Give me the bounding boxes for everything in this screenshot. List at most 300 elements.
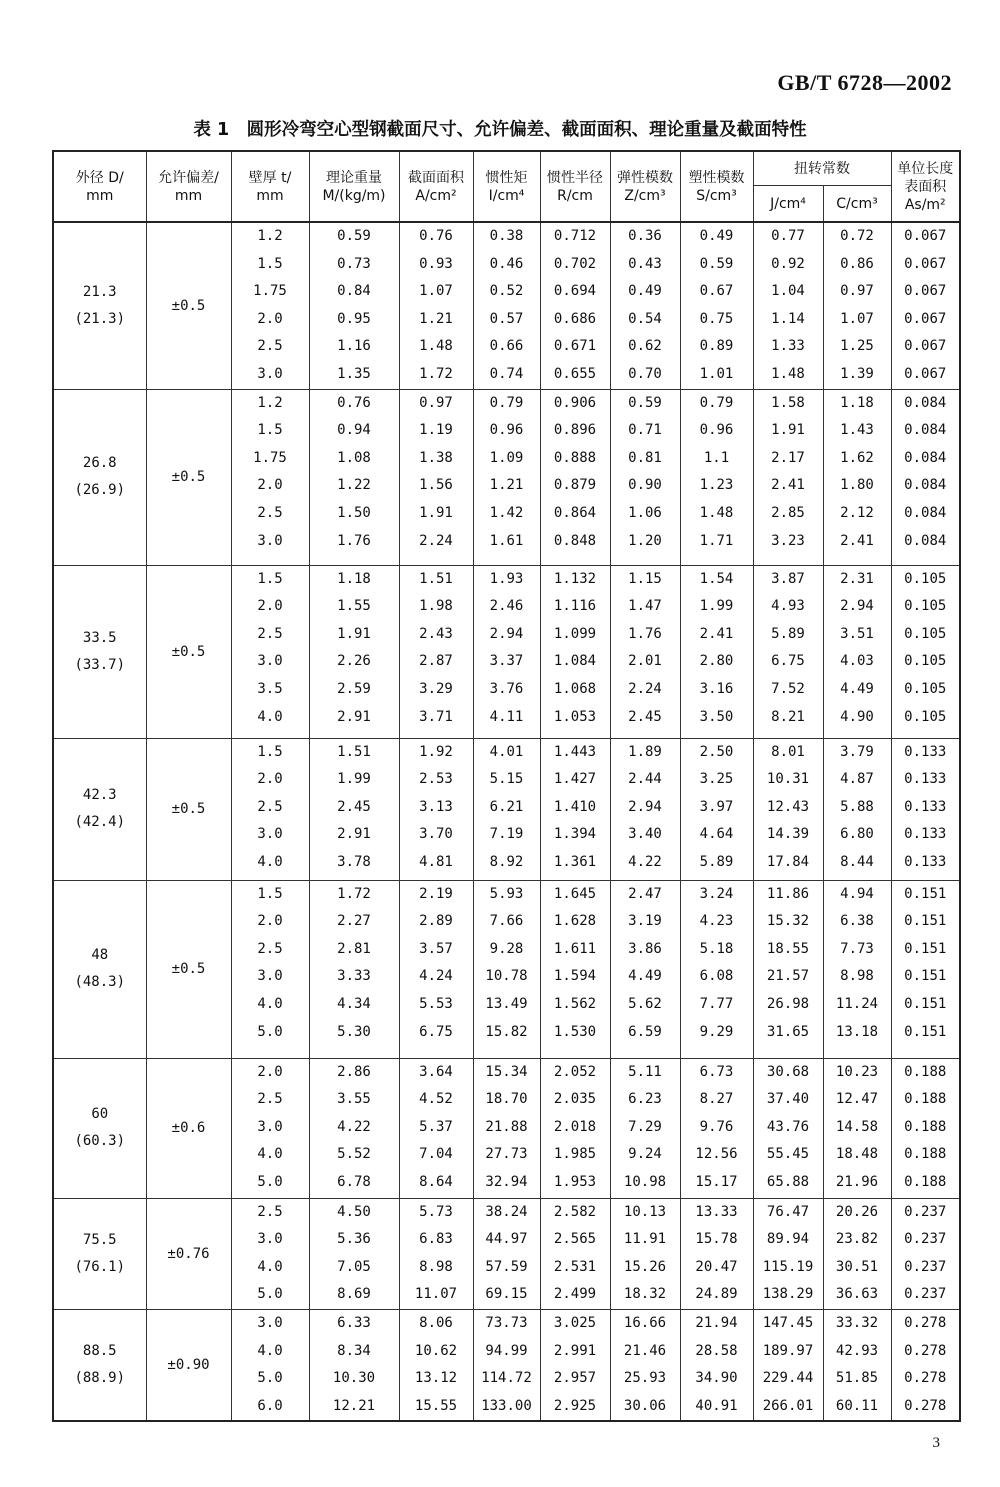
value-cell: 0.49 bbox=[628, 283, 662, 300]
value-column-s bbox=[680, 222, 753, 389]
value-cell: 44.97 bbox=[485, 1231, 528, 1248]
value-cell: 4.34 bbox=[337, 995, 371, 1012]
value-cell: 1.48 bbox=[771, 365, 805, 382]
value-cell: 3.0 bbox=[257, 1231, 283, 1248]
value-cell: 0.151 bbox=[904, 940, 947, 957]
value-cell: 1.18 bbox=[337, 570, 371, 587]
value-cell: 3.0 bbox=[257, 532, 283, 549]
value-column-z bbox=[610, 1198, 680, 1309]
value-cell: 2.582 bbox=[553, 1203, 597, 1220]
value-cell: 0.237 bbox=[904, 1231, 947, 1248]
tolerance-cell: ±0.5 bbox=[146, 565, 231, 738]
value-cell: 0.43 bbox=[628, 255, 662, 272]
value-cell: 7.05 bbox=[337, 1258, 371, 1275]
value-cell: 30.51 bbox=[835, 1258, 879, 1275]
value-cell: 1.611 bbox=[553, 940, 597, 957]
value-cell: 8.92 bbox=[489, 853, 524, 870]
value-column-m bbox=[309, 1309, 399, 1421]
value-cell: 3.0 bbox=[257, 1314, 283, 1331]
value-cell: 38.24 bbox=[485, 1203, 528, 1220]
value-column-a bbox=[399, 738, 473, 880]
value-cell: 5.88 bbox=[840, 798, 874, 815]
value-column-c bbox=[823, 389, 891, 565]
value-cell: 1.99 bbox=[337, 771, 371, 788]
header-surface-area: 单位长度 表面积 As/m² bbox=[891, 151, 960, 222]
value-cell: 2.531 bbox=[553, 1258, 597, 1275]
header-torsion-c: C/cm³ bbox=[823, 186, 891, 223]
value-column-as bbox=[891, 1198, 960, 1309]
value-cell: 12.47 bbox=[835, 1091, 879, 1108]
value-cell: 65.88 bbox=[766, 1173, 810, 1190]
value-cell: 1.099 bbox=[553, 625, 597, 642]
value-column-j bbox=[753, 738, 823, 880]
value-column-r bbox=[540, 389, 610, 565]
value-cell: 0.067 bbox=[904, 283, 947, 300]
value-column-i bbox=[473, 738, 540, 880]
value-cell: 1.91 bbox=[337, 625, 371, 642]
value-cell: 5.18 bbox=[699, 940, 734, 957]
value-column-t bbox=[231, 565, 309, 738]
value-column-m bbox=[309, 389, 399, 565]
value-cell: 4.0 bbox=[257, 1342, 283, 1359]
value-column-t bbox=[231, 222, 309, 389]
value-cell: 2.59 bbox=[337, 680, 371, 697]
value-cell: 1.51 bbox=[337, 743, 371, 760]
value-cell: 3.025 bbox=[553, 1314, 597, 1331]
value-cell: 0.864 bbox=[553, 504, 597, 521]
header-wall-thickness: 壁厚 t/ mm bbox=[231, 151, 309, 222]
value-cell: 11.86 bbox=[766, 885, 810, 902]
value-cell: 15.82 bbox=[485, 1023, 528, 1040]
value-column-m bbox=[309, 880, 399, 1058]
value-column-s bbox=[680, 1198, 753, 1309]
value-cell: 3.70 bbox=[419, 826, 453, 843]
value-cell: 0.79 bbox=[489, 394, 524, 411]
value-column-m bbox=[309, 1058, 399, 1198]
value-cell: 1.5 bbox=[257, 885, 283, 902]
value-cell: 115.19 bbox=[762, 1258, 814, 1275]
value-cell: 1.43 bbox=[840, 422, 874, 439]
value-cell: 0.84 bbox=[337, 283, 371, 300]
value-column-z bbox=[610, 1058, 680, 1198]
value-cell: 2.26 bbox=[337, 653, 371, 670]
value-cell: 1.48 bbox=[699, 504, 734, 521]
value-column-j bbox=[753, 1309, 823, 1421]
value-cell: 23.82 bbox=[835, 1231, 879, 1248]
value-column-z bbox=[610, 880, 680, 1058]
value-cell: 0.72 bbox=[840, 228, 874, 244]
value-cell: 4.50 bbox=[337, 1203, 371, 1220]
value-cell: 0.188 bbox=[904, 1091, 947, 1108]
value-cell: 4.0 bbox=[257, 1146, 283, 1163]
outer-diameter-cell: 21.3 (21.3) bbox=[53, 222, 146, 389]
value-cell: 0.93 bbox=[419, 255, 453, 272]
value-cell: 0.151 bbox=[904, 1023, 947, 1040]
value-cell: 43.76 bbox=[766, 1118, 810, 1135]
value-column-a bbox=[399, 389, 473, 565]
value-cell: 3.64 bbox=[419, 1063, 453, 1080]
value-cell: 6.73 bbox=[699, 1063, 734, 1080]
value-cell: 2.052 bbox=[553, 1063, 597, 1080]
value-cell: 1.18 bbox=[840, 394, 874, 411]
value-cell: 1.19 bbox=[419, 422, 453, 439]
value-cell: 1.594 bbox=[553, 968, 597, 985]
value-column-r bbox=[540, 738, 610, 880]
value-column-j bbox=[753, 222, 823, 389]
value-cell: 15.34 bbox=[485, 1063, 528, 1080]
value-cell: 0.084 bbox=[904, 449, 947, 466]
value-cell: 13.18 bbox=[835, 1023, 879, 1040]
value-cell: 1.72 bbox=[337, 885, 371, 902]
value-cell: 2.94 bbox=[628, 798, 662, 815]
value-cell: 0.76 bbox=[419, 228, 453, 244]
value-column-c bbox=[823, 1198, 891, 1309]
value-cell: 4.23 bbox=[699, 913, 734, 930]
value-cell: 0.38 bbox=[489, 228, 524, 244]
value-cell: 0.278 bbox=[904, 1370, 947, 1387]
value-cell: 1.01 bbox=[699, 365, 734, 382]
value-column-t bbox=[231, 1309, 309, 1421]
value-cell: 0.188 bbox=[904, 1173, 947, 1190]
value-cell: 1.99 bbox=[699, 598, 734, 615]
header-torsion-constant: 扭转常数 bbox=[753, 151, 891, 186]
value-cell: 2.94 bbox=[489, 625, 524, 642]
value-cell: 2.91 bbox=[337, 826, 371, 843]
value-cell: 21.57 bbox=[766, 968, 810, 985]
value-cell: 2.0 bbox=[257, 1063, 283, 1080]
value-cell: 4.22 bbox=[337, 1118, 371, 1135]
value-cell: 1.530 bbox=[553, 1023, 597, 1040]
value-cell: 1.23 bbox=[699, 477, 734, 494]
value-cell: 10.62 bbox=[414, 1342, 458, 1359]
value-column-i bbox=[473, 880, 540, 1058]
value-cell: 9.28 bbox=[489, 940, 524, 957]
value-cell: 0.49 bbox=[699, 228, 734, 244]
value-cell: 0.62 bbox=[628, 338, 662, 355]
value-cell: 4.52 bbox=[419, 1091, 453, 1108]
value-cell: 10.13 bbox=[623, 1203, 667, 1220]
value-cell: 0.237 bbox=[904, 1258, 947, 1275]
value-cell: 0.848 bbox=[553, 532, 597, 549]
value-cell: 15.17 bbox=[695, 1173, 738, 1190]
value-cell: 2.499 bbox=[553, 1286, 597, 1303]
value-cell: 2.5 bbox=[257, 338, 283, 355]
header-outer-diameter: 外径 D/ mm bbox=[53, 151, 146, 222]
value-cell: 5.0 bbox=[257, 1173, 283, 1190]
header-inertia: 惯性矩 I/cm⁴ bbox=[473, 151, 540, 222]
value-cell: 0.084 bbox=[904, 504, 947, 521]
value-column-r bbox=[540, 1198, 610, 1309]
value-column-r bbox=[540, 565, 610, 738]
value-cell: 3.0 bbox=[257, 1118, 283, 1135]
table-row bbox=[53, 565, 960, 738]
value-cell: 3.76 bbox=[489, 680, 524, 697]
value-cell: 14.58 bbox=[835, 1118, 879, 1135]
value-cell: 5.89 bbox=[699, 853, 734, 870]
value-column-s bbox=[680, 880, 753, 1058]
value-cell: 0.97 bbox=[840, 283, 874, 300]
value-column-as bbox=[891, 880, 960, 1058]
outer-diameter-cell: 48 (48.3) bbox=[53, 880, 146, 1058]
value-cell: 4.03 bbox=[840, 653, 874, 670]
value-cell: 1.14 bbox=[771, 310, 805, 327]
value-cell: 21.96 bbox=[835, 1173, 879, 1190]
value-cell: 26.98 bbox=[766, 995, 810, 1012]
value-cell: 34.90 bbox=[695, 1370, 738, 1387]
value-cell: 0.133 bbox=[904, 771, 947, 788]
value-cell: 0.59 bbox=[337, 228, 371, 244]
value-cell: 1.06 bbox=[628, 504, 662, 521]
value-column-a bbox=[399, 880, 473, 1058]
value-cell: 1.562 bbox=[553, 995, 597, 1012]
value-cell: 0.59 bbox=[628, 394, 662, 411]
header-torsion-j: J/cm⁴ bbox=[753, 186, 823, 223]
value-cell: 0.067 bbox=[904, 228, 947, 244]
value-cell: 1.61 bbox=[489, 532, 524, 549]
value-cell: 1.07 bbox=[840, 310, 874, 327]
value-cell: 3.0 bbox=[257, 968, 283, 985]
value-cell: 2.41 bbox=[771, 477, 805, 494]
value-cell: 3.37 bbox=[489, 653, 524, 670]
value-cell: 2.89 bbox=[419, 913, 453, 930]
value-cell: 1.33 bbox=[771, 338, 805, 355]
value-cell: 6.80 bbox=[840, 826, 874, 843]
value-cell: 7.19 bbox=[489, 826, 524, 843]
value-cell: 3.57 bbox=[419, 940, 453, 957]
value-cell: 3.13 bbox=[419, 798, 453, 815]
value-cell: 1.47 bbox=[628, 598, 662, 615]
value-cell: 0.067 bbox=[904, 338, 947, 355]
value-cell: 0.74 bbox=[489, 365, 524, 382]
value-column-s bbox=[680, 738, 753, 880]
tolerance-cell: ±0.5 bbox=[146, 389, 231, 565]
value-cell: 1.93 bbox=[489, 570, 524, 587]
value-cell: 2.957 bbox=[553, 1370, 597, 1387]
value-column-z bbox=[610, 565, 680, 738]
value-cell: 12.56 bbox=[695, 1146, 738, 1163]
value-cell: 2.5 bbox=[257, 940, 283, 957]
value-column-c bbox=[823, 222, 891, 389]
value-cell: 4.87 bbox=[840, 771, 874, 788]
value-cell: 1.76 bbox=[628, 625, 662, 642]
value-cell: 1.72 bbox=[419, 365, 453, 382]
value-cell: 114.72 bbox=[481, 1370, 532, 1387]
value-column-r bbox=[540, 880, 610, 1058]
value-cell: 60.11 bbox=[835, 1397, 879, 1414]
value-cell: 8.01 bbox=[771, 743, 805, 760]
value-cell: 3.79 bbox=[840, 743, 874, 760]
value-cell: 1.427 bbox=[553, 771, 597, 788]
table-title: 表 1 圆形冷弯空心型钢截面尺寸、允许偏差、截面面积、理论重量及截面特性 bbox=[193, 120, 807, 140]
value-cell: 36.63 bbox=[835, 1286, 879, 1303]
value-column-z bbox=[610, 222, 680, 389]
value-cell: 6.21 bbox=[489, 798, 524, 815]
value-cell: 4.81 bbox=[419, 853, 453, 870]
value-cell: 1.89 bbox=[628, 743, 662, 760]
value-cell: 0.896 bbox=[553, 422, 597, 439]
value-cell: 17.84 bbox=[766, 853, 810, 870]
tolerance-cell: ±0.76 bbox=[146, 1198, 231, 1309]
value-column-r bbox=[540, 1309, 610, 1421]
outer-diameter-cell: 33.5 (33.7) bbox=[53, 565, 146, 738]
value-cell: 0.686 bbox=[553, 310, 597, 327]
value-cell: 15.26 bbox=[623, 1258, 667, 1275]
value-cell: 4.90 bbox=[840, 708, 874, 725]
value-cell: 4.0 bbox=[257, 708, 283, 725]
value-cell: 0.694 bbox=[553, 283, 597, 300]
section-properties-table bbox=[52, 150, 961, 1422]
value-column-r bbox=[540, 222, 610, 389]
value-cell: 0.151 bbox=[904, 913, 947, 930]
value-cell: 1.38 bbox=[419, 449, 453, 466]
value-cell: 2.80 bbox=[699, 653, 734, 670]
value-cell: 1.2 bbox=[257, 228, 283, 244]
value-cell: 55.45 bbox=[766, 1146, 810, 1163]
value-cell: 20.47 bbox=[695, 1258, 738, 1275]
value-column-t bbox=[231, 880, 309, 1058]
value-cell: 1.55 bbox=[337, 598, 371, 615]
value-cell: 3.97 bbox=[699, 798, 734, 815]
value-cell: 0.52 bbox=[489, 283, 524, 300]
value-cell: 0.95 bbox=[337, 310, 371, 327]
value-cell: 18.70 bbox=[485, 1091, 528, 1108]
tolerance-cell: ±0.5 bbox=[146, 222, 231, 389]
value-cell: 57.59 bbox=[485, 1258, 528, 1275]
value-cell: 1.5 bbox=[257, 422, 283, 439]
table-row bbox=[53, 222, 960, 389]
value-cell: 2.0 bbox=[257, 913, 283, 930]
value-cell: 14.39 bbox=[766, 826, 810, 843]
value-cell: 0.66 bbox=[489, 338, 524, 355]
value-cell: 8.98 bbox=[419, 1258, 453, 1275]
value-cell: 51.85 bbox=[835, 1370, 879, 1387]
value-cell: 0.105 bbox=[904, 680, 947, 697]
value-column-z bbox=[610, 738, 680, 880]
value-cell: 5.0 bbox=[257, 1023, 283, 1040]
value-cell: 7.77 bbox=[699, 995, 734, 1012]
value-column-t bbox=[231, 1058, 309, 1198]
outer-diameter-cell: 75.5 (76.1) bbox=[53, 1198, 146, 1309]
value-cell: 6.59 bbox=[628, 1023, 662, 1040]
page-number: 3 bbox=[932, 1435, 940, 1451]
value-cell: 1.22 bbox=[337, 477, 371, 494]
value-cell: 0.067 bbox=[904, 255, 947, 272]
value-cell: 9.29 bbox=[699, 1023, 734, 1040]
value-cell: 2.01 bbox=[628, 653, 662, 670]
outer-diameter-cell: 60 (60.3) bbox=[53, 1058, 146, 1198]
value-cell: 2.43 bbox=[419, 625, 453, 642]
value-cell: 7.52 bbox=[771, 680, 805, 697]
value-cell: 3.16 bbox=[699, 680, 734, 697]
value-cell: 15.55 bbox=[414, 1397, 458, 1414]
value-cell: 1.51 bbox=[419, 570, 453, 587]
value-cell: 0.79 bbox=[699, 394, 734, 411]
value-cell: 6.08 bbox=[699, 968, 734, 985]
value-column-c bbox=[823, 880, 891, 1058]
value-cell: 5.15 bbox=[489, 771, 524, 788]
value-cell: 3.86 bbox=[628, 940, 662, 957]
header-tolerance: 允许偏差/ mm bbox=[146, 151, 231, 222]
value-cell: 0.133 bbox=[904, 798, 947, 815]
value-cell: 0.278 bbox=[904, 1314, 947, 1331]
value-cell: 1.985 bbox=[553, 1146, 597, 1163]
value-cell: 0.237 bbox=[904, 1286, 947, 1303]
value-cell: 3.71 bbox=[419, 708, 453, 725]
value-cell: 2.45 bbox=[337, 798, 371, 815]
value-cell: 0.105 bbox=[904, 653, 947, 670]
value-cell: 7.66 bbox=[489, 913, 524, 930]
value-column-s bbox=[680, 389, 753, 565]
value-cell: 2.41 bbox=[840, 532, 874, 549]
value-cell: 0.151 bbox=[904, 995, 947, 1012]
value-cell: 6.0 bbox=[257, 1397, 283, 1414]
value-cell: 0.96 bbox=[699, 422, 734, 439]
value-cell: 0.133 bbox=[904, 743, 947, 760]
value-cell: 1.56 bbox=[419, 477, 453, 494]
value-cell: 4.0 bbox=[257, 995, 283, 1012]
value-cell: 18.32 bbox=[623, 1286, 667, 1303]
value-cell: 1.16 bbox=[337, 338, 371, 355]
value-cell: 1.068 bbox=[553, 680, 597, 697]
value-cell: 2.0 bbox=[257, 771, 283, 788]
value-cell: 12.21 bbox=[332, 1397, 376, 1414]
value-cell: 2.47 bbox=[628, 885, 662, 902]
value-cell: 2.50 bbox=[699, 743, 734, 760]
value-cell: 42.93 bbox=[835, 1342, 879, 1359]
value-cell: 5.36 bbox=[337, 1231, 371, 1248]
value-cell: 16.66 bbox=[623, 1314, 667, 1331]
value-cell: 2.5 bbox=[257, 625, 283, 642]
value-cell: 1.54 bbox=[699, 570, 734, 587]
value-cell: 8.34 bbox=[337, 1342, 371, 1359]
value-cell: 0.084 bbox=[904, 532, 947, 549]
value-cell: 5.93 bbox=[489, 885, 524, 902]
value-cell: 1.5 bbox=[257, 743, 283, 760]
header-area: 截面面积 A/cm² bbox=[399, 151, 473, 222]
value-column-as bbox=[891, 389, 960, 565]
value-cell: 2.81 bbox=[337, 940, 371, 957]
value-cell: 27.73 bbox=[485, 1146, 528, 1163]
value-column-j bbox=[753, 880, 823, 1058]
value-cell: 6.23 bbox=[628, 1091, 662, 1108]
value-cell: 21.94 bbox=[695, 1314, 738, 1331]
value-cell: 3.78 bbox=[337, 853, 371, 870]
value-cell: 4.49 bbox=[628, 968, 662, 985]
tolerance-cell: ±0.5 bbox=[146, 738, 231, 880]
value-cell: 2.0 bbox=[257, 598, 283, 615]
value-cell: 73.73 bbox=[485, 1314, 528, 1331]
value-cell: 0.54 bbox=[628, 310, 662, 327]
value-cell: 15.78 bbox=[695, 1231, 738, 1248]
value-column-m bbox=[309, 1198, 399, 1309]
value-cell: 5.30 bbox=[337, 1023, 371, 1040]
header-radius: 惯性半径 R/cm bbox=[540, 151, 610, 222]
value-column-c bbox=[823, 1058, 891, 1198]
value-cell: 1.62 bbox=[840, 449, 874, 466]
value-cell: 0.92 bbox=[771, 255, 805, 272]
value-cell: 20.26 bbox=[835, 1203, 879, 1220]
value-cell: 1.443 bbox=[553, 743, 597, 760]
value-cell: 37.40 bbox=[766, 1091, 810, 1108]
value-cell: 30.68 bbox=[766, 1063, 810, 1080]
value-cell: 2.91 bbox=[337, 708, 371, 725]
value-column-m bbox=[309, 565, 399, 738]
value-cell: 1.132 bbox=[553, 570, 597, 587]
value-cell: 69.15 bbox=[485, 1286, 528, 1303]
value-cell: 5.11 bbox=[628, 1063, 662, 1080]
header-elastic-modulus: 弹性模数 Z/cm³ bbox=[610, 151, 680, 222]
value-cell: 0.105 bbox=[904, 708, 947, 725]
